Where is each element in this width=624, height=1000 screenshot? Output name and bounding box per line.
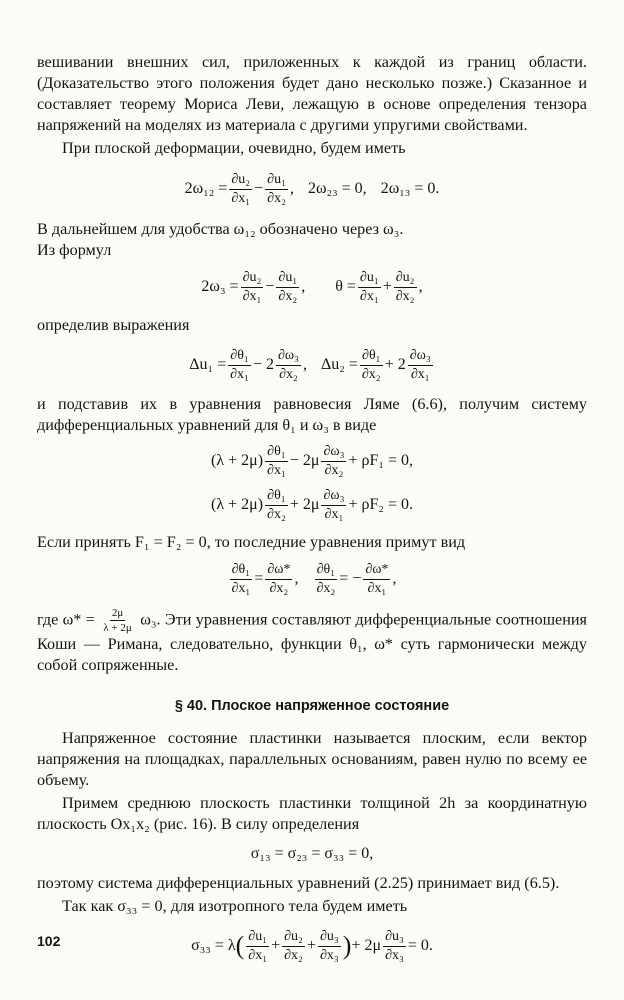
eq-operator: −	[265, 278, 275, 296]
eq-text: σ₃₃ = λ	[191, 937, 236, 955]
numerator: ∂u₁	[276, 270, 299, 287]
denominator: ∂x₁	[324, 506, 344, 522]
eq-text: + ρF₁ = 0,	[348, 452, 413, 470]
fraction	[241, 270, 264, 304]
inline-text: ω₃. Эти уравнения составляют дифференциальные соотношения Коши — Римана, следовательно, функции θ₁, ω* суть гармонически между собой сопряженные.	[37, 610, 587, 675]
numerator: ∂ω₃	[321, 488, 346, 505]
fraction	[246, 929, 269, 963]
denominator: ∂x₂	[284, 947, 303, 963]
numerator: ∂θ₁	[360, 348, 383, 365]
fraction	[229, 172, 252, 206]
denominator: λ + 2μ	[103, 622, 132, 635]
eq-operator: − 2μ	[289, 452, 320, 470]
fraction	[360, 348, 383, 382]
paragraph: Из формул	[37, 241, 112, 259]
eq-text: (λ + 2μ)	[211, 496, 264, 514]
equation-6	[37, 557, 587, 601]
denominator: ∂x₂	[395, 288, 415, 304]
numerator: ∂θ₁	[265, 488, 288, 505]
equation-8	[37, 923, 587, 969]
paragraph: При плоской деформации, очевидно, будем иметь	[62, 139, 406, 157]
fraction	[318, 929, 341, 963]
numerator: ∂ω*	[363, 562, 390, 579]
denominator: ∂x₂	[267, 190, 286, 206]
eq-text: 2ω₃ =	[201, 278, 239, 296]
fraction	[383, 929, 406, 963]
eq-text: ,	[392, 570, 397, 588]
eq-operator: − 2	[252, 356, 274, 374]
paragraph	[37, 607, 587, 676]
fraction	[265, 488, 288, 522]
fraction	[314, 562, 337, 596]
numerator: ∂u₂	[282, 929, 305, 946]
numerator: ∂u₁	[265, 172, 288, 189]
numerator: ∂ω₃	[408, 348, 433, 365]
equation-2	[37, 265, 587, 309]
paragraph: вешивании внешних сил, приложенных к каждой из границ области. (Доказательство этого положения будет дано несколько позже.) Сказанное и составляет теорему Мориса Леви, лежащую в основе определения тензора напряжений на моделях из материала с другими упругими свойствами.	[37, 53, 587, 134]
eq-text: ,	[301, 278, 306, 296]
denominator: ∂x₁	[242, 288, 262, 304]
denominator: ∂x₁	[230, 366, 249, 382]
denominator: ∂x₂	[279, 366, 298, 382]
section-heading: § 40. Плоское напряженное состояние	[174, 698, 450, 715]
denominator: ∂x₂	[278, 288, 298, 304]
paragraph: Если принять F₁ = F₂ = 0, то последние уравнения примут вид	[37, 533, 466, 551]
left-paren: (	[235, 931, 245, 961]
numerator: ∂ω*	[265, 562, 292, 579]
fraction	[265, 562, 292, 596]
equation-4	[37, 440, 587, 482]
denominator: ∂x₃	[385, 947, 404, 963]
eq-text: ,	[418, 278, 423, 296]
paragraph: Примем среднюю плоскость пластинки толщиной 2h за координатную плоскость Ox₁x₂ (рис. 16). В силу определения	[37, 794, 587, 834]
eq-operator: + 2μ	[351, 937, 382, 955]
eq-text: = 0.	[407, 937, 433, 955]
denominator: ∂x₁	[359, 288, 379, 304]
denominator: ∂x₁	[410, 366, 430, 382]
fraction	[276, 348, 301, 382]
denominator: ∂x₂	[361, 366, 381, 382]
eq-text: ,	[294, 570, 299, 588]
equation-7: σ₁₃ = σ₂₃ = σ₃₃ = 0,	[250, 845, 374, 863]
paragraph: Напряженное состояние пластинки называется плоским, если вектор напряжения на площадках, параллельных основаниям, равен нулю по всему ее объему.	[37, 729, 587, 790]
numerator: ∂θ₁	[315, 562, 338, 579]
denominator: ∂x₃	[319, 947, 339, 963]
right-paren: )	[342, 931, 352, 961]
numerator: ∂θ₁	[230, 562, 253, 579]
eq-operator: −	[254, 180, 264, 198]
inline-text: где ω* =	[37, 610, 95, 629]
numerator: ∂θ₁	[265, 444, 288, 461]
equation-3	[37, 342, 587, 388]
eq-text: Δu₂ =	[321, 356, 358, 374]
numerator: ∂u₁	[246, 929, 269, 946]
eq-operator: + 2	[384, 356, 406, 374]
fraction	[321, 444, 346, 478]
numerator: ∂u₁	[358, 270, 381, 287]
numerator: ∂u₃	[383, 929, 406, 946]
eq-text: 2ω₂₃ = 0,	[307, 180, 367, 198]
equation-5	[37, 484, 587, 526]
numerator: ∂u₃	[318, 929, 341, 946]
page-number: 102	[37, 933, 61, 949]
denominator: ∂x₂	[324, 462, 344, 478]
fraction	[276, 270, 299, 304]
eq-operator: = −	[339, 570, 362, 588]
paragraph: и подставив их в уравнения равновесия Ляме (6.6), получим систему дифференциальных уравнений для θ₁ и ω₃ в виде	[37, 395, 587, 434]
numerator: ∂u₂	[229, 172, 252, 189]
numerator: ∂ω₃	[321, 444, 346, 461]
page-content	[37, 52, 587, 969]
numerator: 2μ	[110, 607, 125, 621]
fraction	[265, 444, 288, 478]
paragraph: поэтому система дифференциальных уравнений (2.25) принимает вид (6.5).	[37, 874, 560, 893]
denominator: ∂x₁	[267, 462, 286, 478]
denominator: ∂x₁	[231, 580, 251, 596]
eq-text: + ρF₂ = 0.	[348, 496, 413, 514]
eq-text: 2ω₁₂ =	[184, 180, 228, 198]
fraction	[228, 348, 251, 382]
denominator: ∂x₁	[367, 580, 387, 596]
eq-text: 2ω₁₃ = 0.	[380, 180, 440, 198]
paragraph: Так как σ₃₃ = 0, для изотропного тела будем иметь	[62, 897, 408, 916]
paragraph: В дальнейшем для удобства ω₁₂ обозначено через ω₃.	[37, 220, 404, 238]
eq-operator: + 2μ	[289, 496, 320, 514]
numerator: ∂θ₁	[228, 348, 251, 365]
inline-fraction	[101, 607, 133, 634]
denominator: ∂x₁	[248, 947, 268, 963]
eq-operator: +	[306, 937, 316, 955]
fraction	[408, 348, 433, 382]
fraction	[394, 270, 417, 304]
numerator: ∂u₂	[394, 270, 417, 287]
denominator: ∂x₂	[316, 580, 336, 596]
eq-text: Δu₁ =	[189, 356, 227, 374]
paragraph: определив выражения	[37, 316, 190, 334]
numerator: ∂u₂	[241, 270, 264, 287]
eq-operator: +	[271, 937, 281, 955]
eq-text: ,	[289, 180, 294, 198]
eq-operator: +	[382, 278, 392, 296]
numerator: ∂ω₃	[276, 348, 301, 365]
eq-text: (λ + 2μ)	[211, 452, 264, 470]
denominator: ∂x₂	[269, 580, 289, 596]
eq-operator: =	[254, 570, 264, 588]
fraction	[282, 929, 305, 963]
fraction	[358, 270, 381, 304]
fraction	[363, 562, 390, 596]
fraction	[265, 172, 288, 206]
denominator: ∂x₂	[267, 506, 286, 522]
equation-1	[37, 167, 587, 211]
eq-text: ,	[303, 356, 307, 374]
fraction	[230, 562, 253, 596]
fraction	[321, 488, 346, 522]
denominator: ∂x₁	[231, 190, 251, 206]
eq-text: θ =	[335, 278, 356, 296]
